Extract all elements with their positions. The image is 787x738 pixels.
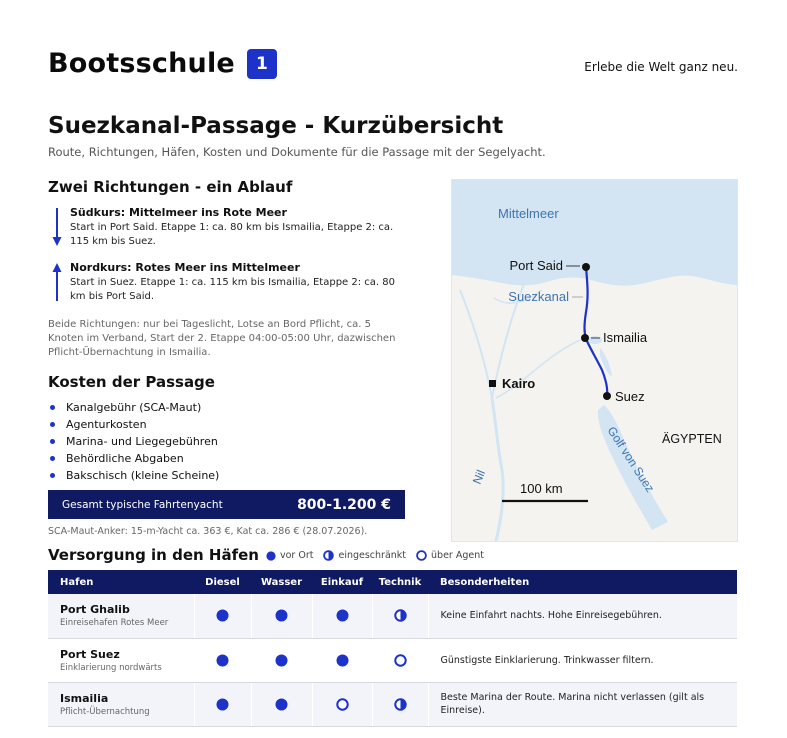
total-cost-bar [48,490,405,519]
port-name: Ismailia [60,691,109,705]
bullet-icon [50,422,55,427]
half-circle-icon [394,609,407,622]
supply-table [48,570,737,727]
suez-marker [603,392,611,400]
port-name: Port Ghalib [60,603,130,617]
wasser-cell [251,638,312,682]
full-circle-icon [266,551,276,561]
technik-cell [372,682,428,726]
page-title: Suezkanal-Passage - Kurzübersicht [48,113,504,139]
port-name: Port Suez [60,647,120,661]
ismailia-marker [581,334,589,342]
table-row [48,682,737,726]
cost-list [48,399,219,484]
port-said-marker [582,263,590,271]
suez-label: Suez [615,389,645,404]
list-item: Kanalgebühr (SCA-Maut) [48,399,219,416]
full-circle-icon [275,698,288,711]
brand-name: Bootsschule [48,48,235,79]
nile-label: Nil [469,467,489,487]
canal-label: Suezkanal [508,289,569,304]
brand [48,48,277,79]
bullet-icon [50,473,55,478]
tagline: Erlebe die Welt ganz neu. [584,60,738,74]
directions-note: Beide Richtungen: nur bei Tageslicht, Lotse an Bord Pflicht, ca. 5 Knoten im Verband, Start der 2. Etappe 04:00-05:00 Uhr, dazwischen Pflicht-Übernachtung in Ismailia. [48,319,396,358]
sea-area [452,180,737,286]
costs-heading: Kosten der Passage [48,373,215,391]
supply-heading: Versorgung in den Häfen [48,546,259,564]
country-label: ÄGYPTEN [662,432,722,446]
half-circle-icon [394,698,407,711]
empty-circle-icon [336,698,349,711]
einkauf-cell [312,594,372,638]
port-said-label: Port Said [509,258,563,273]
down-arrow-icon [51,208,63,246]
legend-item: eingeschränkt [323,550,406,561]
up-arrow-icon [51,263,63,301]
list-item: Behördliche Abgaben [48,450,219,467]
bullet-icon [50,439,55,444]
list-item: Bakschisch (kleine Scheine) [48,467,219,484]
legend-item: über Agent [416,550,484,561]
full-circle-icon [336,609,349,622]
supply-legend [266,550,494,561]
full-circle-icon [216,698,229,711]
scale-label: 100 km [520,481,563,496]
nile-river [492,398,503,541]
column-header: Wasser [260,576,303,588]
port-cell [48,682,194,726]
legend-item: vor Ort [266,550,313,561]
column-header: Einkauf [320,576,364,588]
diesel-cell [194,594,251,638]
direction-north-desc: Start in Suez. Etappe 1: ca. 115 km bis Ismailia, Etappe 2: ca. 80 km bis Port Said. [70,277,395,302]
page-subtitle: Route, Richtungen, Häfen, Kosten und Dokumente für die Passage mit der Segelyacht. [48,145,546,159]
einkauf-cell [312,638,372,682]
anchor-note: SCA-Maut-Anker: 15-m-Yacht ca. 363 €, Kat ca. 286 € (28.07.2026). [48,526,368,537]
table-header-row [48,570,737,594]
diesel-cell [194,682,251,726]
port-subtitle: Einreisehafen Rotes Meer [60,618,169,629]
brand-badge: 1 [247,49,277,79]
direction-north [48,261,408,305]
direction-north-title: Nordkurs: Rotes Meer ins Mittelmeer [70,261,300,274]
full-circle-icon [216,654,229,667]
technik-cell [372,638,428,682]
list-item: Marina- und Liegegebühren [48,433,219,450]
full-circle-icon [336,654,349,667]
empty-circle-icon [416,550,427,561]
suez-map [451,179,738,542]
bullet-icon [50,456,55,461]
ismailia-label: Ismailia [603,330,648,345]
port-cell [48,638,194,682]
port-subtitle: Pflicht-Übernachtung [60,706,150,717]
full-circle-icon [275,654,288,667]
cairo-label: Kairo [502,376,536,391]
table-row [48,594,737,638]
wasser-cell [251,682,312,726]
technik-cell [372,594,428,638]
wasser-cell [251,594,312,638]
empty-circle-icon [394,654,407,667]
notes-cell: Keine Einfahrt nachts. Hohe Einreisegebühren. [428,594,737,638]
full-circle-icon [216,609,229,622]
port-subtitle: Einklarierung nordwärts [60,662,162,673]
column-header: Besonderheiten [440,576,530,588]
half-circle-icon [323,550,334,561]
direction-south-desc: Start in Port Said. Etappe 1: ca. 80 km bis Ismailia, Etappe 2: ca. 115 km bis Suez. [70,222,394,247]
direction-south [48,206,408,250]
gulf-label: Golf von Suez [604,424,658,495]
column-header: Hafen [60,576,94,588]
column-header: Diesel [205,576,240,588]
lake-timsah [588,336,602,344]
list-item: Agenturkosten [48,416,219,433]
column-header: Technik [378,576,422,588]
direction-south-title: Südkurs: Mittelmeer ins Rote Meer [70,206,287,219]
map-graphic [452,180,737,541]
diesel-cell [194,638,251,682]
notes-cell: Beste Marina der Route. Marina nicht verlassen (gilt als Einreise). [428,682,737,726]
einkauf-cell [312,682,372,726]
sea-label: Mittelmeer [498,206,559,221]
cairo-marker [489,380,496,387]
full-circle-icon [275,609,288,622]
table-row [48,638,737,682]
bullet-icon [50,405,55,410]
total-label: Gesamt typische Fahrtenyacht [62,498,223,511]
directions-heading: Zwei Richtungen - ein Ablauf [48,178,293,196]
notes-cell: Günstigste Einklarierung. Trinkwasser filtern. [428,638,737,682]
port-cell [48,594,194,638]
total-value: 800-1.200 € [297,496,391,513]
